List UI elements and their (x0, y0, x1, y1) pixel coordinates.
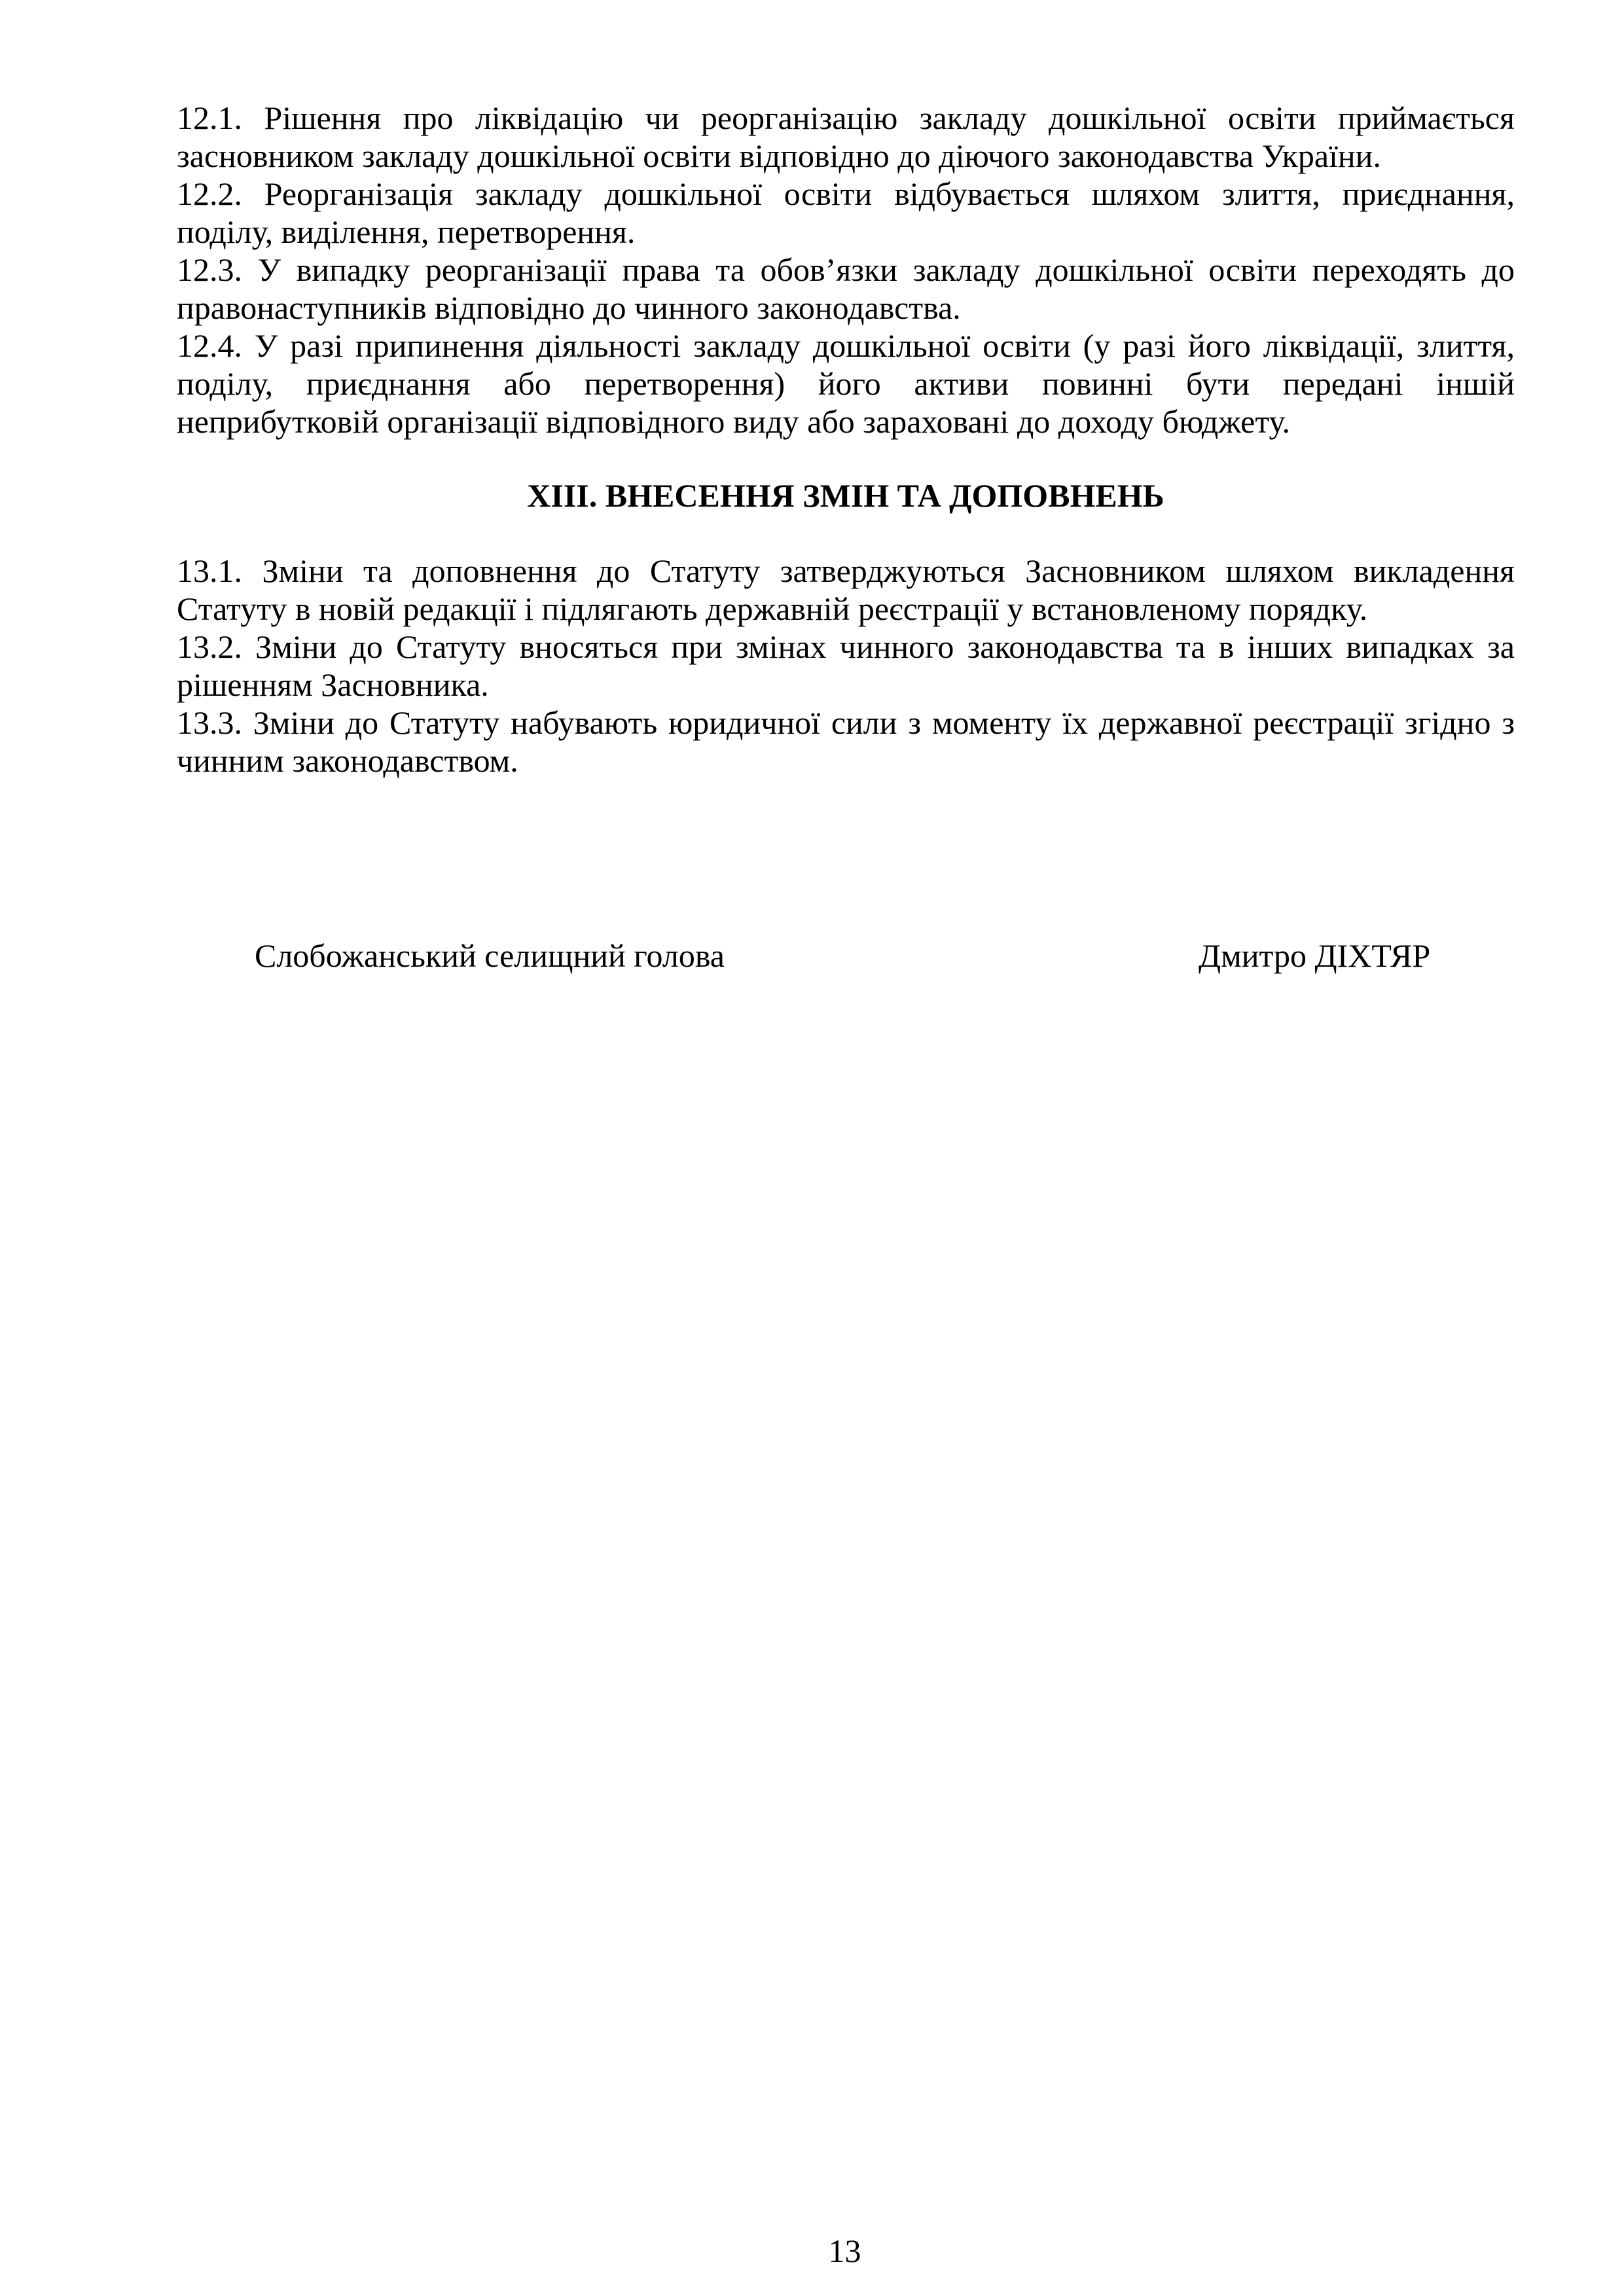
paragraph-line: 13.3. Зміни до Статуту набувають юридичної сили з моменту їх державної реєстрації згідно з (177, 704, 1515, 741)
paragraph-line: чинним законодавством. (177, 742, 518, 779)
signature-position: Слобожанський селищний голова (255, 937, 725, 974)
paragraph-line: неприбутковій організації відповідного виду або зараховані до доходу бюджету. (177, 403, 1291, 440)
section-13-text (177, 552, 1515, 780)
paragraph-line: рішенням Засновника. (177, 666, 489, 703)
paragraph-line: 12.3. У випадку реорганізації права та обов’язки закладу дошкільної освіти переходять до (177, 251, 1515, 288)
paragraph-line: 12.2. Реорганізація закладу дошкільної освіти відбувається шляхом злиття, приєднання, (177, 175, 1515, 212)
paragraph-line: Статуту в новій редакції і підлягають державній реєстрації у встановленому порядку. (177, 590, 1368, 627)
paragraph-line: засновником закладу дошкільної освіти відповідно до діючого законодавства України. (177, 137, 1381, 174)
section-13-heading: ХІІІ. ВНЕСЕННЯ ЗМІН ТА ДОПОВНЕНЬ (527, 477, 1164, 514)
paragraph-line: поділу, приєднання або перетворення) його активи повинні бути передані іншій (177, 365, 1515, 402)
page-number: 13 (828, 2233, 861, 2269)
paragraph-line: поділу, виділення, перетворення. (177, 213, 636, 250)
signature-name: Дмитро ДІХТЯР (1199, 937, 1431, 974)
paragraph-line: правонаступників відповідно до чинного законодавства. (177, 289, 961, 326)
paragraph-line: 13.1. Зміни та доповнення до Статуту затверджуються Засновником шляхом викладення (177, 552, 1515, 589)
paragraph-line: 12.4. У разі припинення діяльності закладу дошкільної освіти (у разі його ліквідації, злиття, (177, 327, 1515, 364)
section-12-text (177, 99, 1515, 440)
paragraph-line: 12.1. Рішення про ліквідацію чи реорганізацію закладу дошкільної освіти приймається (177, 99, 1515, 136)
paragraph-line: 13.2. Зміни до Статуту вносяться при змінах чинного законодавства та в інших випадках за (177, 628, 1515, 665)
